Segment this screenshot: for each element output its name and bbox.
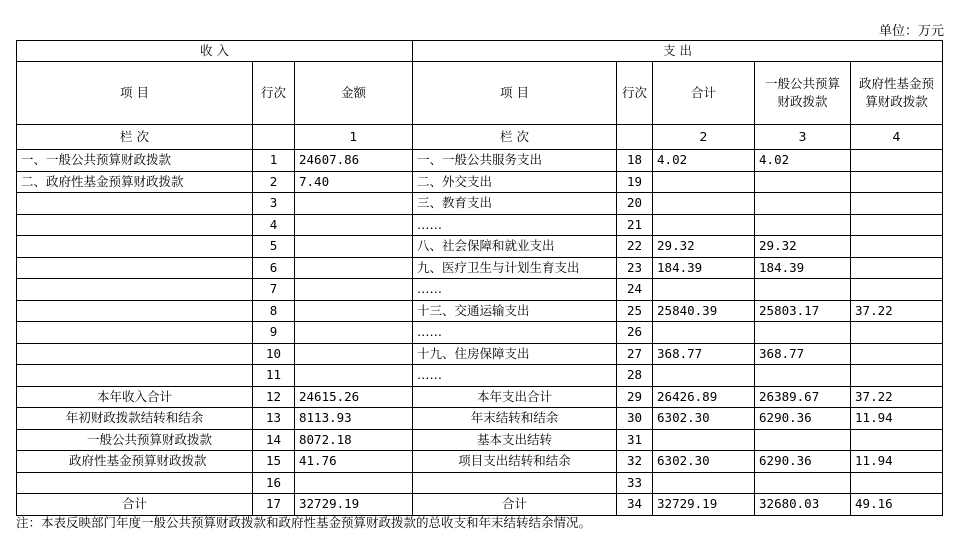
general-budget-cell: 25803.17 (755, 300, 851, 322)
expense-total-cell (653, 279, 755, 301)
expense-total-cell: 4.02 (653, 150, 755, 172)
income-amount-cell (295, 214, 413, 236)
expense-item-cell: …… (413, 279, 617, 301)
income-item-cell: 一般公共预算财政拨款 (17, 429, 253, 451)
table-row (17, 257, 943, 279)
column-header-row (17, 62, 943, 125)
expense-row-no-cell: 30 (617, 408, 653, 430)
income-amount-cell (295, 343, 413, 365)
expense-total-cell: 6302.30 (653, 451, 755, 473)
gov-fund-cell (851, 214, 943, 236)
expense-row-no-cell: 28 (617, 365, 653, 387)
gov-fund-cell: 49.16 (851, 494, 943, 516)
gov-fund-header: 政府性基金预算财政拨款 (851, 62, 943, 125)
expense-item-cell: 三、教育支出 (413, 193, 617, 215)
lanci-row (17, 125, 943, 150)
income-row-no-cell: 2 (253, 171, 295, 193)
col2-label: 2 (653, 125, 755, 150)
general-budget-cell (755, 429, 851, 451)
gov-fund-cell (851, 429, 943, 451)
general-budget-cell (755, 193, 851, 215)
general-budget-cell: 29.32 (755, 236, 851, 258)
income-row-no-cell: 17 (253, 494, 295, 516)
income-amount-cell (295, 193, 413, 215)
income-item-cell (17, 300, 253, 322)
income-item-cell (17, 279, 253, 301)
table-row (17, 365, 943, 387)
general-budget-cell (755, 365, 851, 387)
income-header: 收 入 (17, 41, 413, 62)
expense-lanci-blank (617, 125, 653, 150)
expense-item-cell: 本年支出合计 (413, 386, 617, 408)
income-amount-cell (295, 257, 413, 279)
expense-item-cell: 二、外交支出 (413, 171, 617, 193)
general-budget-cell (755, 214, 851, 236)
expense-row-no-cell: 25 (617, 300, 653, 322)
income-row-no-cell: 5 (253, 236, 295, 258)
budget-table (16, 40, 943, 516)
expense-item-cell: 九、医疗卫生与计划生育支出 (413, 257, 617, 279)
income-amount-cell (295, 300, 413, 322)
income-row-no-cell: 12 (253, 386, 295, 408)
table-row (17, 429, 943, 451)
expense-item-cell: …… (413, 322, 617, 344)
general-budget-cell: 6290.36 (755, 451, 851, 473)
expense-row-no-cell: 24 (617, 279, 653, 301)
expense-row-no-cell: 18 (617, 150, 653, 172)
expense-item-cell: 基本支出结转 (413, 429, 617, 451)
gov-fund-cell (851, 236, 943, 258)
table-row (17, 322, 943, 344)
table-row (17, 214, 943, 236)
income-row-no-cell: 13 (253, 408, 295, 430)
table-row (17, 386, 943, 408)
expense-total-cell (653, 171, 755, 193)
gov-fund-cell (851, 193, 943, 215)
expense-item-cell: 一、一般公共服务支出 (413, 150, 617, 172)
section-header-row (17, 41, 943, 62)
expense-row-no-header: 行次 (617, 62, 653, 125)
income-row-no-cell: 15 (253, 451, 295, 473)
table-row (17, 472, 943, 494)
income-item-cell (17, 322, 253, 344)
expense-item-cell: 十九、住房保障支出 (413, 343, 617, 365)
income-amount-cell: 41.76 (295, 451, 413, 473)
income-item-cell: 一、一般公共预算财政拨款 (17, 150, 253, 172)
table-row (17, 451, 943, 473)
expense-item-cell: …… (413, 214, 617, 236)
expense-row-no-cell: 21 (617, 214, 653, 236)
expense-total-cell: 25840.39 (653, 300, 755, 322)
income-row-no-cell: 6 (253, 257, 295, 279)
income-amount-cell: 24615.26 (295, 386, 413, 408)
col4-label: 4 (851, 125, 943, 150)
income-amount-cell: 8072.18 (295, 429, 413, 451)
expense-row-no-cell: 22 (617, 236, 653, 258)
gov-fund-cell: 37.22 (851, 300, 943, 322)
gov-fund-cell (851, 472, 943, 494)
expense-total-cell (653, 193, 755, 215)
expense-row-no-cell: 34 (617, 494, 653, 516)
expense-item-cell: 八、社会保障和就业支出 (413, 236, 617, 258)
gov-fund-cell (851, 257, 943, 279)
gov-fund-cell (851, 322, 943, 344)
general-budget-cell: 184.39 (755, 257, 851, 279)
income-row-no-cell: 7 (253, 279, 295, 301)
general-budget-cell: 4.02 (755, 150, 851, 172)
footnote: 注：本表反映部门年度一般公共预算财政拨款和政府性基金预算财政拨款的总收支和年末结转结余情况。 (16, 515, 592, 530)
expense-row-no-cell: 31 (617, 429, 653, 451)
income-amount-cell: 7.40 (295, 171, 413, 193)
income-row-no-cell: 10 (253, 343, 295, 365)
expense-item-cell: …… (413, 365, 617, 387)
table-row (17, 236, 943, 258)
income-item-cell: 合计 (17, 494, 253, 516)
general-budget-cell: 6290.36 (755, 408, 851, 430)
table-row (17, 300, 943, 322)
expense-total-cell (653, 429, 755, 451)
expense-total-cell (653, 214, 755, 236)
income-item-cell: 政府性基金预算财政拨款 (17, 451, 253, 473)
gov-fund-cell (851, 365, 943, 387)
income-item-cell (17, 472, 253, 494)
income-item-cell (17, 365, 253, 387)
expense-total-cell: 32729.19 (653, 494, 755, 516)
table-row (17, 343, 943, 365)
expense-row-no-cell: 27 (617, 343, 653, 365)
expense-total-cell (653, 322, 755, 344)
table-row (17, 193, 943, 215)
income-row-no-cell: 3 (253, 193, 295, 215)
income-amount-cell (295, 322, 413, 344)
income-item-header: 项 目 (17, 62, 253, 125)
expense-item-cell: 项目支出结转和结余 (413, 451, 617, 473)
income-amount-cell: 24607.86 (295, 150, 413, 172)
expense-lanci-label: 栏 次 (413, 125, 617, 150)
expense-total-header: 合计 (653, 62, 755, 125)
expense-total-cell: 368.77 (653, 343, 755, 365)
income-amount-cell (295, 365, 413, 387)
expense-item-cell (413, 472, 617, 494)
income-amount-cell (295, 236, 413, 258)
expense-header: 支 出 (413, 41, 943, 62)
gov-fund-cell: 11.94 (851, 451, 943, 473)
general-budget-cell: 368.77 (755, 343, 851, 365)
income-lanci-label: 栏 次 (17, 125, 253, 150)
table-row (17, 171, 943, 193)
gov-fund-cell (851, 279, 943, 301)
col3-label: 3 (755, 125, 851, 150)
gov-fund-cell (851, 150, 943, 172)
income-lanci-blank (253, 125, 295, 150)
income-item-cell (17, 257, 253, 279)
expense-row-no-cell: 32 (617, 451, 653, 473)
gov-fund-cell (851, 171, 943, 193)
income-amount-cell (295, 279, 413, 301)
expense-item-cell: 合计 (413, 494, 617, 516)
expense-row-no-cell: 19 (617, 171, 653, 193)
col1-label: 1 (295, 125, 413, 150)
income-row-no-cell: 9 (253, 322, 295, 344)
income-item-cell: 本年收入合计 (17, 386, 253, 408)
income-row-no-cell: 8 (253, 300, 295, 322)
general-budget-header: 一般公共预算财政拨款 (755, 62, 851, 125)
general-budget-cell: 32680.03 (755, 494, 851, 516)
income-row-no-cell: 14 (253, 429, 295, 451)
unit-label: 单位：万元 (878, 24, 944, 39)
expense-row-no-cell: 26 (617, 322, 653, 344)
income-item-cell (17, 193, 253, 215)
general-budget-cell (755, 171, 851, 193)
income-amount-cell: 32729.19 (295, 494, 413, 516)
general-budget-cell: 26389.67 (755, 386, 851, 408)
income-amount-header: 金额 (295, 62, 413, 125)
expense-item-cell: 年末结转和结余 (413, 408, 617, 430)
table-row (17, 494, 943, 516)
general-budget-cell (755, 279, 851, 301)
income-item-cell (17, 343, 253, 365)
gov-fund-cell: 37.22 (851, 386, 943, 408)
expense-total-cell: 26426.89 (653, 386, 755, 408)
expense-total-cell: 6302.30 (653, 408, 755, 430)
expense-row-no-cell: 20 (617, 193, 653, 215)
income-item-cell (17, 214, 253, 236)
income-item-cell (17, 236, 253, 258)
income-row-no-header: 行次 (253, 62, 295, 125)
expense-total-cell (653, 365, 755, 387)
income-amount-cell: 8113.93 (295, 408, 413, 430)
expense-total-cell: 29.32 (653, 236, 755, 258)
table-row (17, 408, 943, 430)
table-row (17, 150, 943, 172)
gov-fund-cell (851, 343, 943, 365)
expense-row-no-cell: 29 (617, 386, 653, 408)
income-row-no-cell: 1 (253, 150, 295, 172)
general-budget-cell (755, 322, 851, 344)
income-amount-cell (295, 472, 413, 494)
income-row-no-cell: 16 (253, 472, 295, 494)
general-budget-cell (755, 472, 851, 494)
expense-total-cell (653, 472, 755, 494)
gov-fund-cell: 11.94 (851, 408, 943, 430)
income-item-cell: 二、政府性基金预算财政拨款 (17, 171, 253, 193)
expense-total-cell: 184.39 (653, 257, 755, 279)
expense-item-cell: 十三、交通运输支出 (413, 300, 617, 322)
table-row (17, 279, 943, 301)
income-item-cell: 年初财政拨款结转和结余 (17, 408, 253, 430)
income-row-no-cell: 11 (253, 365, 295, 387)
expense-item-header: 项 目 (413, 62, 617, 125)
income-row-no-cell: 4 (253, 214, 295, 236)
expense-row-no-cell: 23 (617, 257, 653, 279)
expense-row-no-cell: 33 (617, 472, 653, 494)
